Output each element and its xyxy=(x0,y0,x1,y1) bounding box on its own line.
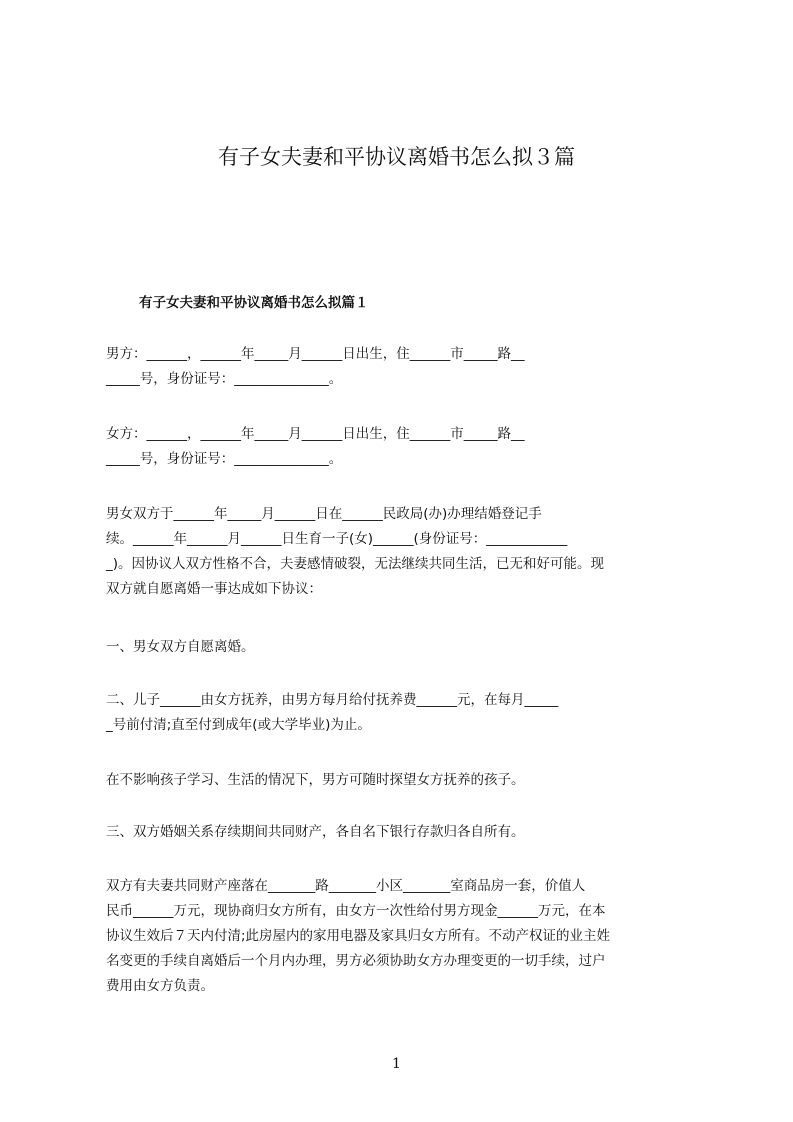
paragraph-line: 在不影响孩子学习、生活的情况下，男方可随时探望女方抚养的孩子。 xyxy=(106,772,525,788)
paragraph-line: 协议生效后７天内付清;此房屋内的家用电器及家具归女方所有。不动产权证的业主姓 xyxy=(106,928,611,944)
paragraph-female-party xyxy=(106,422,702,472)
paragraph-line: 男方：______，______年_____月______日出生，住______市_____路__ xyxy=(106,346,525,362)
paragraph-marriage-info xyxy=(106,502,702,602)
paragraph-male-party xyxy=(106,342,702,392)
paragraph-line: 三、双方婚姻关系存续期间共同财产，各自名下银行存款归各自所有。 xyxy=(106,824,525,840)
paragraph-clause-2 xyxy=(106,688,702,738)
paragraph-clause-1 xyxy=(106,635,702,660)
paragraph-line: _____号，身份证号：______________。 xyxy=(106,371,343,387)
paragraph-line: 男女双方于______年_____月______日在______民政局(办)办理结婚登记手 xyxy=(106,506,542,522)
page-number: 1 xyxy=(392,1056,401,1072)
paragraph-line: 费用由女方负责。 xyxy=(106,978,214,994)
document-title: 有子女夫妻和平协议离婚书怎么拟３篇 xyxy=(218,145,575,169)
paragraph-visitation xyxy=(106,768,702,793)
paragraph-line: 续。______年______月______日生育一子(女)______(身份证号：____________ xyxy=(106,531,568,547)
paragraph-line: _)。因协议人双方性格不合，夫妻感情破裂，无法继续共同生活，已无和好可能。现 xyxy=(106,556,605,572)
paragraph-line: 女方：______，______年_____月______日出生，住______市_____路__ xyxy=(106,426,525,442)
paragraph-line: 一、男女双方自愿离婚。 xyxy=(106,639,255,655)
paragraph-line: _____号，身份证号：______________。 xyxy=(106,451,343,467)
paragraph-line: _号前付清;直至付到成年(或大学毕业)为止。 xyxy=(106,717,371,733)
paragraph-line: 名变更的手续自离婚后一个月内办理，男方必须协助女方办理变更的一切手续，过户 xyxy=(106,953,606,969)
paragraph-property xyxy=(106,874,702,999)
paragraph-clause-3 xyxy=(106,820,702,845)
paragraph-line: 二、儿子______由女方抚养，由男方每月给付抚养费______元，在每月_____ xyxy=(106,692,559,708)
paragraph-line: 民币______万元，现协商归女方所有，由女方一次性给付男方现金______万元，在本 xyxy=(106,903,606,919)
section-heading: 有子女夫妻和平协议离婚书怎么拟篇１ xyxy=(139,295,369,311)
paragraph-line: 双方就自愿离婚一事达成如下协议： xyxy=(106,581,322,597)
paragraph-line: 双方有夫妻共同财产座落在_______路_______小区_______室商品房一套，价值人 xyxy=(106,878,586,894)
